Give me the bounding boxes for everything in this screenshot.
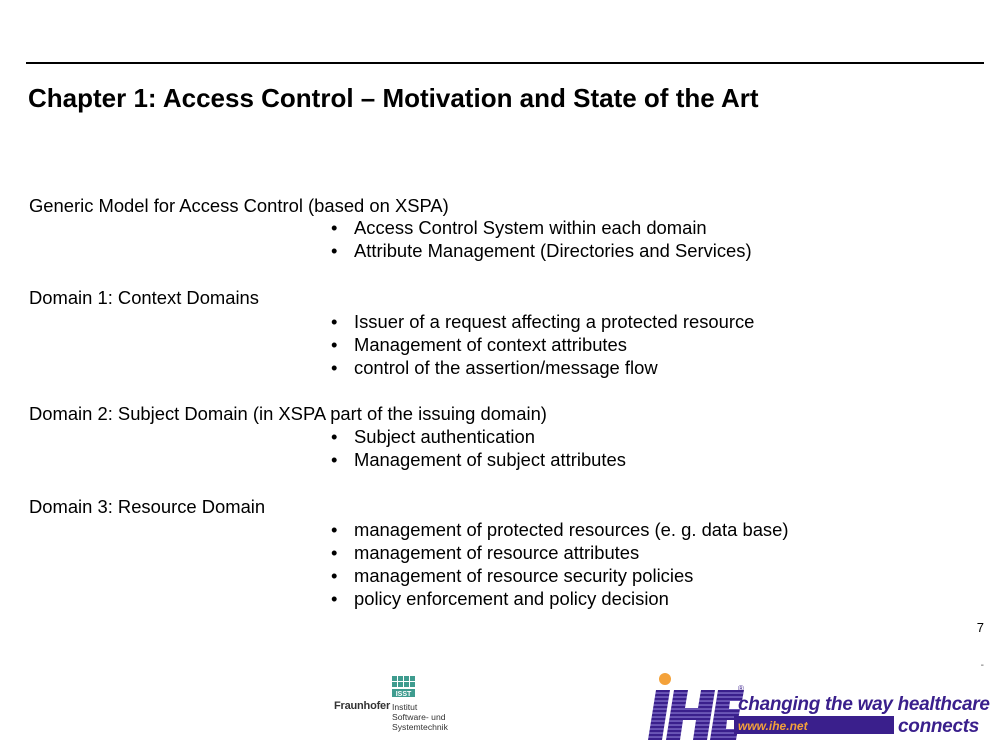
institute-line: Systemtechnik (392, 722, 448, 732)
section-heading-generic-model: Generic Model for Access Control (based on XSPA) (29, 195, 449, 216)
section-bullets-resource-domain (331, 518, 788, 610)
bullet-item: • control of the assertion/message flow (331, 356, 754, 379)
section-bullets-context-domains (331, 310, 754, 379)
isst-badge-icon (392, 676, 416, 698)
bullet-item: • management of resource attributes (331, 541, 788, 564)
title-divider (26, 62, 984, 64)
bullet-item: • Attribute Management (Directories and Services) (331, 239, 752, 262)
fraunhofer-isst-logo (334, 676, 464, 742)
bullet-item: • management of resource security policies (331, 564, 788, 587)
section-heading-resource-domain: Domain 3: Resource Domain (29, 496, 266, 517)
bullet-item: • management of protected resources (e. g. data base) (331, 518, 788, 541)
bullet-item: • Management of subject attributes (331, 448, 626, 471)
section-bullets-generic-model (331, 216, 752, 262)
section-heading-context-domains: Domain 1: Context Domains (29, 287, 259, 308)
ihe-mark-icon (648, 670, 744, 742)
bullet-item: • Access Control System within each domain (331, 216, 752, 239)
section-heading-subject-domain: Domain 2: Subject Domain (in XSPA part of the issuing domain) (29, 403, 547, 424)
footer-mark: - (980, 660, 984, 671)
bullet-item: • policy enforcement and policy decision (331, 587, 788, 610)
isst-badge-label: ISST (395, 691, 412, 698)
page-number: 7 (976, 620, 984, 635)
institute-name (392, 702, 448, 732)
ihe-url: www.ihe.net (738, 719, 808, 733)
fraunhofer-wordmark: Fraunhofer (334, 700, 391, 712)
ihe-logo (648, 666, 990, 746)
registered-mark: ® (738, 684, 744, 693)
bullet-item: • Management of context attributes (331, 333, 754, 356)
ihe-connects: connects (898, 716, 980, 737)
institute-line: Software- und (392, 712, 446, 722)
institute-line: Institut (392, 702, 418, 712)
ihe-tagline: changing the way healthcare (738, 694, 990, 715)
slide-title: Chapter 1: Access Control – Motivation and State of the Art (28, 83, 759, 113)
bullet-item: • Subject authentication (331, 425, 626, 448)
bullet-item: • Issuer of a request affecting a protected resource (331, 310, 754, 333)
section-bullets-subject-domain (331, 425, 626, 471)
